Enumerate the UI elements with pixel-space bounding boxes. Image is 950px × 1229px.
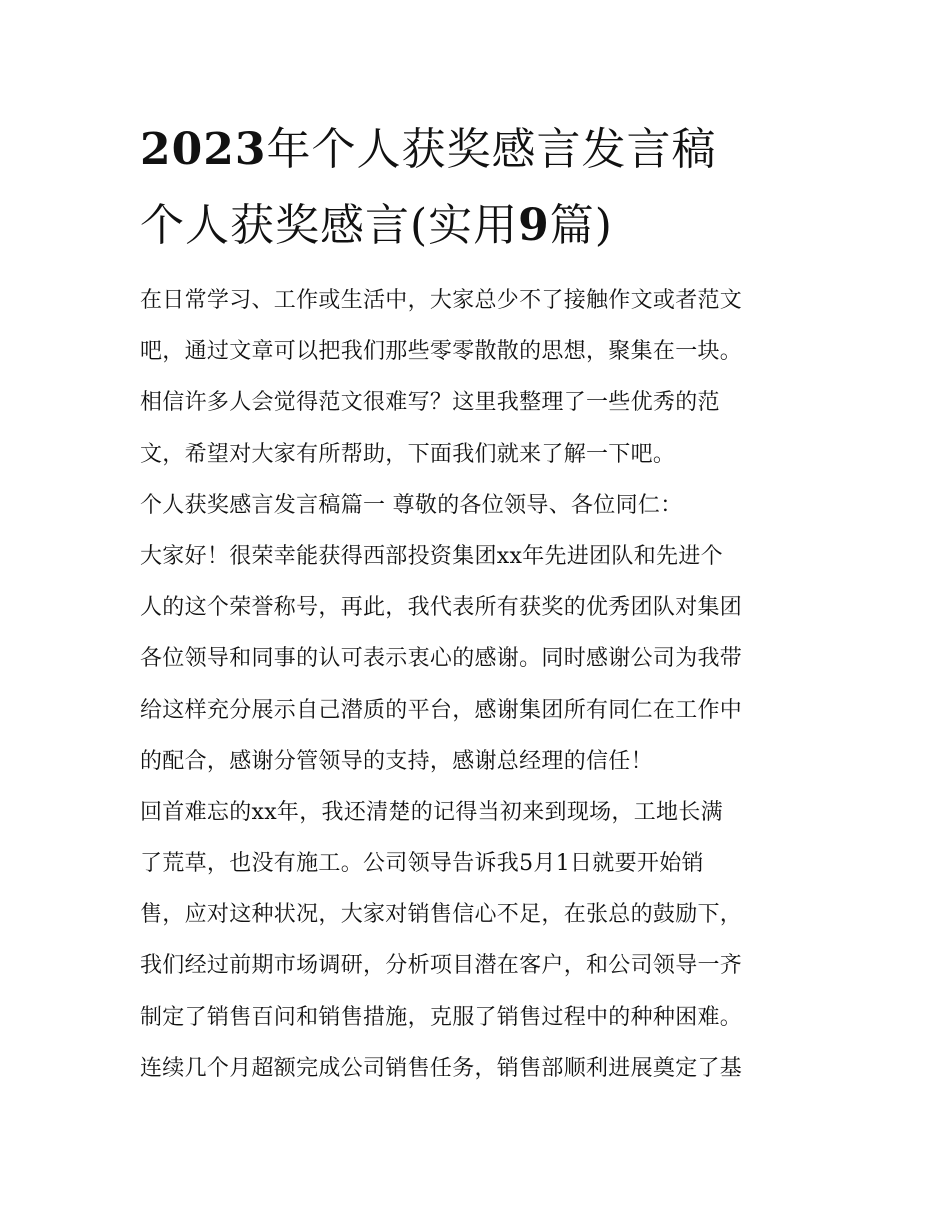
body-line: 回首难忘的xx年，我还清楚的记得当初来到现场，工地长满 [140,799,723,825]
title-line-2-text-b: 篇) [549,200,613,251]
title-line-1-text: 年个人获奖感言发言稿 [266,124,717,175]
body-line: 给这样充分展示自己潜质的平台，感谢集团所有同仁在工作中 [140,697,743,723]
body-line: 了荒草，也没有施工。公司领导告诉我5月1日就要开始销 [140,851,704,877]
body-line: 连续几个月超额完成公司销售任务，销售部顺利进展奠定了基 [140,1055,743,1081]
title-year: 2023 [140,124,267,175]
title-number: 9 [518,200,550,251]
body-line: 文，希望对大家有所帮助，下面我们就来了解一下吧。 [140,441,676,467]
body-line: 个人获奖感言发言稿篇一 尊敬的各位领导、各位同仁： [140,492,683,518]
body-line: 大家好！很荣幸能获得西部投资集团xx年先进团队和先进个 [140,543,723,569]
body-line: 人的这个荣誉称号，再此，我代表所有获奖的优秀团队对集团 [140,595,743,621]
title-line-1 [140,112,840,188]
body-line: 相信许多人会觉得范文很难写？这里我整理了一些优秀的范 [140,390,720,416]
body-line: 吧，通过文章可以把我们那些零零散散的思想，聚集在一块。 [140,339,743,365]
body-line: 售，应对这种状况，大家对销售信心不足，在张总的鼓励下， [140,902,743,928]
title-line-2-text-a: 个人获奖感言(实用 [140,200,519,251]
body-line: 我们经过前期市场调研，分析项目潜在客户，和公司领导一齐 [140,953,743,979]
body-line: 在日常学习、工作或生活中，大家总少不了接触作文或者范文 [140,288,743,313]
body-line: 的配合，感谢分管领导的支持，感谢总经理的信任！ [140,748,653,774]
title-line-2 [140,188,840,264]
body-line: 各位领导和同事的认可表示衷心的感谢。同时感谢公司为我带 [140,646,743,672]
document-body [140,275,820,1094]
body-line: 制定了销售百问和销售措施，克服了销售过程中的种种困难。 [140,1004,743,1030]
document-title [140,112,840,264]
